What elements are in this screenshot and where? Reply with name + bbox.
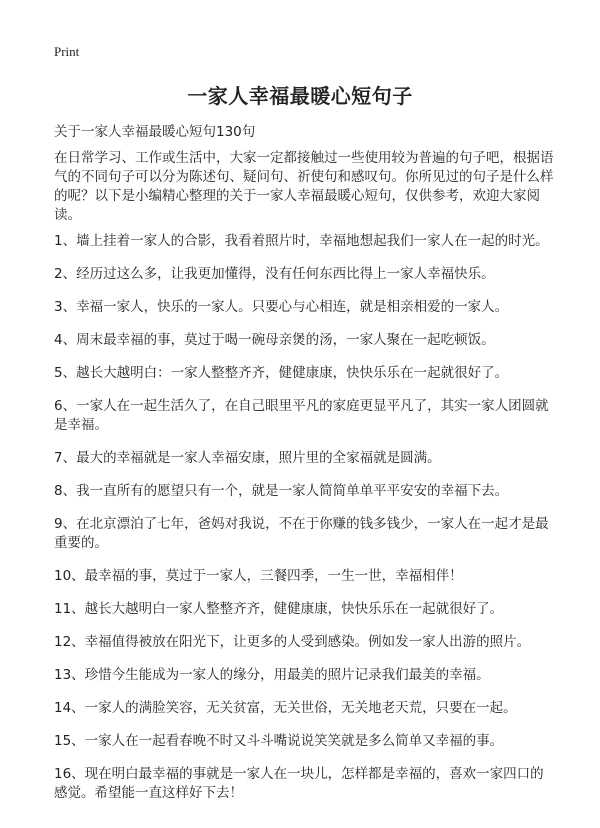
list-item: 14、一家人的满脸笑容，无关贫富，无关世俗，无关地老天荒，只要在一起。 [54, 700, 517, 716]
list-item: 3、幸福一家人，快乐的一家人。只要心与心相连，就是相亲相爱的一家人。 [54, 299, 509, 315]
list-item: 16、现在明白最幸福的事就是一家人在一块儿，怎样都是幸福的，喜欢一家四口的感觉。希望能一直这样好下去！ [54, 766, 544, 801]
sentence-list [54, 232, 554, 817]
document-subtitle: 关于一家人幸福最暖心短句130句 [54, 124, 256, 140]
list-item: 7、最大的幸福就是一家人幸福安康，照片里的全家福就是圆满。 [54, 450, 441, 466]
list-item: 13、珍惜今生能成为一家人的缘分，用最美的照片记录我们最美的幸福。 [54, 667, 490, 683]
list-item: 1、墙上挂着一家人的合影，我看着照片时，幸福地想起我们一家人在一起的时光。 [54, 233, 549, 249]
list-item: 5、越长大越明白：一家人整整齐齐，健健康康，快快乐乐在一起就很好了。 [54, 365, 509, 381]
list-item: 6、一家人在一起生活久了，在自己眼里平凡的家庭更显平凡了，其实一家人团圆就是幸福。 [54, 398, 549, 433]
list-item: 12、幸福值得被放在阳光下，让更多的人受到感染。例如发一家人出游的照片。 [54, 634, 531, 650]
list-item: 4、周末最幸福的事，莫过于喝一碗母亲煲的汤，一家人聚在一起吃顿饭。 [54, 332, 495, 348]
list-item: 15、一家人在一起看春晚不时又斗斗嘴说说笑笑就是多么简单又幸福的事。 [54, 733, 504, 749]
list-item: 10、最幸福的事，莫过于一家人，三餐四季，一生一世，幸福相伴！ [54, 568, 463, 584]
list-item: 8、我一直所有的愿望只有一个，就是一家人简简单单平平安安的幸福下去。 [54, 483, 509, 499]
list-item: 11、越长大越明白一家人整整齐齐，健健康康，快快乐乐在一起就很好了。 [54, 601, 504, 617]
page-title: 一家人幸福最暖心短句子 [187, 84, 413, 108]
list-item: 2、经历过这么多，让我更加懂得，没有任何东西比得上一家人幸福快乐。 [54, 266, 495, 282]
intro-paragraph: 在日常学习、工作或生活中，大家一定都接触过一些使用较为普遍的句子吧，根据语气的不同句子可以分为陈述句、疑问句、祈使句和感叹句。你所见过的句子是什么样的呢？以下是小编精心整理的关于一家人幸福最暖心短句，仅供参考，欢迎大家阅读。 [54, 150, 554, 223]
print-link[interactable]: Print [54, 44, 80, 59]
list-item: 9、在北京漂泊了七年，爸妈对我说，不在于你赚的钱多钱少，一家人在一起才是最重要的。 [54, 516, 549, 551]
